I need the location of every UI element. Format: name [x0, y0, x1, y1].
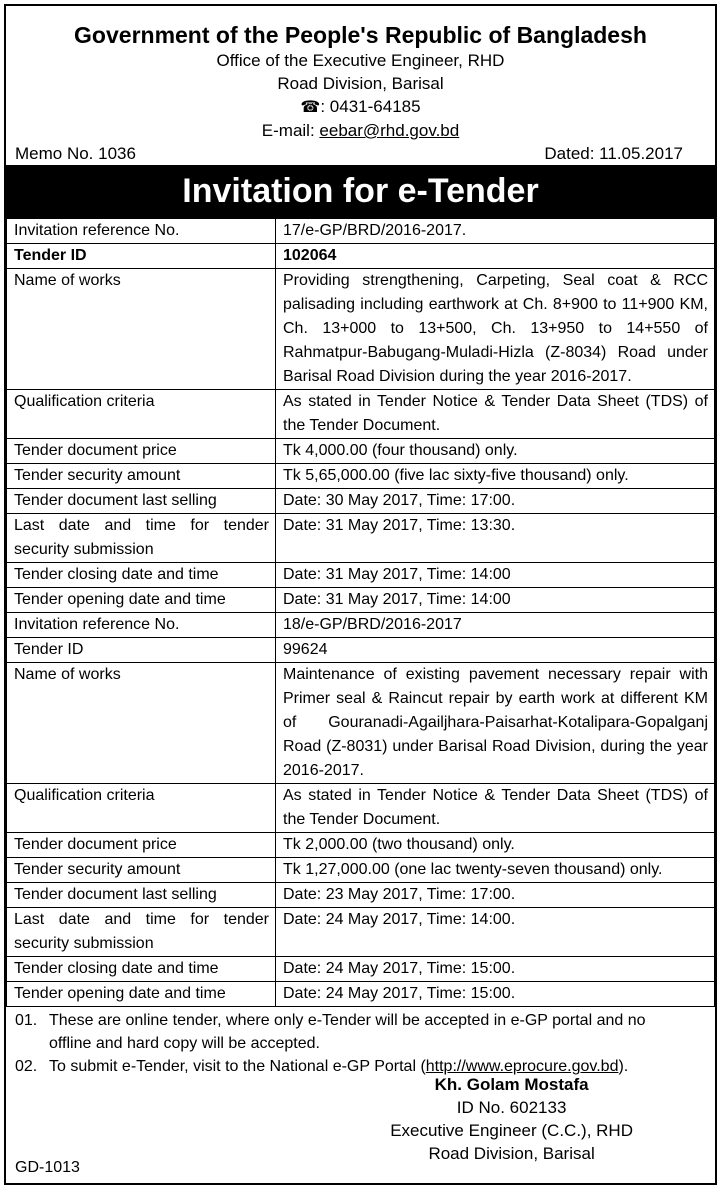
phone-number: : 0431-64185: [320, 97, 421, 116]
row-value: Maintenance of existing pavement necessary repair with Primer seal & Raincut repair by earth work at different KM of Gouranadi-Agailjhara-Paisarhat-Kotalipara-Gopalganj Road (Z-8031) under Barisal Road Division, during the year 2016-2017.: [276, 663, 715, 784]
row-label: Tender security amount: [7, 464, 276, 489]
row-label: Tender ID: [7, 244, 276, 269]
row-label: Qualification criteria: [7, 784, 276, 833]
row-label: Last date and time for tender security submission: [7, 908, 276, 957]
row-value: Date: 24 May 2017, Time: 15:00.: [276, 957, 715, 982]
row-value: Date: 24 May 2017, Time: 14:00.: [276, 908, 715, 957]
row-value: Date: 31 May 2017, Time: 14:00: [276, 563, 715, 588]
phone-line: [6, 95, 715, 119]
letterhead: [6, 22, 715, 142]
note-text: These are online tender, where only e-Tender will be accepted in e-GP portal and no offline and hard copy will be accepted.: [49, 1012, 646, 1052]
row-label: Tender closing date and time: [7, 957, 276, 982]
footer: [6, 1073, 715, 1183]
row-value: Date: 31 May 2017, Time: 14:00: [276, 588, 715, 613]
table-row: [7, 390, 715, 439]
row-label: Tender closing date and time: [7, 563, 276, 588]
row-value: 102064: [276, 244, 715, 269]
row-value: Tk 2,000.00 (two thousand) only.: [276, 833, 715, 858]
row-label: Tender opening date and time: [7, 982, 276, 1007]
signatory-name: Kh. Golam Mostafa: [434, 1075, 589, 1094]
row-label: Name of works: [7, 663, 276, 784]
table-row: [7, 908, 715, 957]
note-1: [15, 1009, 689, 1055]
row-label: Tender opening date and time: [7, 588, 276, 613]
signatory-division: Road Division, Barisal: [428, 1144, 595, 1163]
row-value: Providing strengthening, Carpeting, Seal coat & RCC palisading including earthwork at Ch. 8+900 to 11+900 KM, Ch. 13+000 to 13+500, Ch. 13+950 to 14+550 of Rahmatpur-Babugang-Muladi-Hizla (Z-8034) Road under Barisal Road Division during the year 2016-2017.: [276, 269, 715, 390]
row-label: Name of works: [7, 269, 276, 390]
government-name: Government of the People's Republic of Bangladesh: [74, 22, 647, 48]
row-value: As stated in Tender Notice & Tender Data Sheet (TDS) of the Tender Document.: [276, 784, 715, 833]
row-label: Invitation reference No.: [7, 613, 276, 638]
signature-block: [390, 1073, 633, 1165]
note-text-end: ).: [618, 1058, 629, 1075]
table-row: [7, 244, 715, 269]
telephone-icon: ☎: [300, 99, 321, 116]
row-label: Invitation reference No.: [7, 219, 276, 244]
table-row: [7, 957, 715, 982]
email-line: [6, 119, 715, 142]
row-value: Date: 31 May 2017, Time: 13:30.: [276, 514, 715, 563]
row-label: Tender document price: [7, 833, 276, 858]
table-row: [7, 883, 715, 908]
table-row: [7, 439, 715, 464]
table-row: [7, 613, 715, 638]
table-row: [7, 982, 715, 1007]
division-name: Road Division, Barisal: [277, 74, 444, 93]
row-value: 99624: [276, 638, 715, 663]
row-label: Tender ID: [7, 638, 276, 663]
table-row: [7, 269, 715, 390]
table-row: [7, 563, 715, 588]
row-value: Tk 1,27,000.00 (one lac twenty-seven thousand) only.: [276, 858, 715, 883]
table-row: [7, 219, 715, 244]
note-number: 02.: [15, 1058, 38, 1075]
row-label: Tender security amount: [7, 858, 276, 883]
table-row: [7, 663, 715, 784]
row-value: 18/e-GP/BRD/2016-2017: [276, 613, 715, 638]
table-row: [7, 489, 715, 514]
memo-line: [6, 143, 715, 165]
email-link[interactable]: eebar@rhd.gov.bd: [319, 121, 460, 140]
row-value: Date: 23 May 2017, Time: 17:00.: [276, 883, 715, 908]
tender-notice: [4, 4, 717, 1185]
row-value: Tk 5,65,000.00 (five lac sixty-five thousand) only.: [276, 464, 715, 489]
office-name: Office of the Executive Engineer, RHD: [216, 51, 505, 70]
table-row: [7, 858, 715, 883]
tender-table: [6, 218, 715, 1007]
signatory-designation: Executive Engineer (C.C.), RHD: [390, 1121, 633, 1140]
row-value: Tk 4,000.00 (four thousand) only.: [276, 439, 715, 464]
gd-code: GD-1013: [15, 1159, 80, 1176]
memo-number: Memo No. 1036: [15, 144, 136, 163]
table-row: [7, 514, 715, 563]
table-row: [7, 638, 715, 663]
table-row: [7, 588, 715, 613]
memo-date: Dated: 11.05.2017: [544, 144, 683, 163]
signatory-id: ID No. 602133: [456, 1098, 567, 1117]
table-row: [7, 464, 715, 489]
row-label: Tender document last selling: [7, 883, 276, 908]
row-label: Last date and time for tender security submission: [7, 514, 276, 563]
page-title: Invitation for e-Tender: [6, 165, 715, 218]
row-value: 17/e-GP/BRD/2016-2017.: [276, 219, 715, 244]
table-row: [7, 833, 715, 858]
egp-portal-link[interactable]: http://www.eprocure.gov.bd: [425, 1058, 619, 1075]
row-value: As stated in Tender Notice & Tender Data Sheet (TDS) of the Tender Document.: [276, 390, 715, 439]
row-value: Date: 24 May 2017, Time: 15:00.: [276, 982, 715, 1007]
note-number: 01.: [15, 1012, 38, 1029]
row-label: Tender document last selling: [7, 489, 276, 514]
row-value: Date: 30 May 2017, Time: 17:00.: [276, 489, 715, 514]
row-label: Tender document price: [7, 439, 276, 464]
notes: [6, 1007, 715, 1078]
row-label: Qualification criteria: [7, 390, 276, 439]
email-label: E-mail:: [261, 121, 320, 140]
table-row: [7, 784, 715, 833]
note-text-start: To submit e-Tender, visit to the National e-GP Portal (: [49, 1058, 426, 1075]
